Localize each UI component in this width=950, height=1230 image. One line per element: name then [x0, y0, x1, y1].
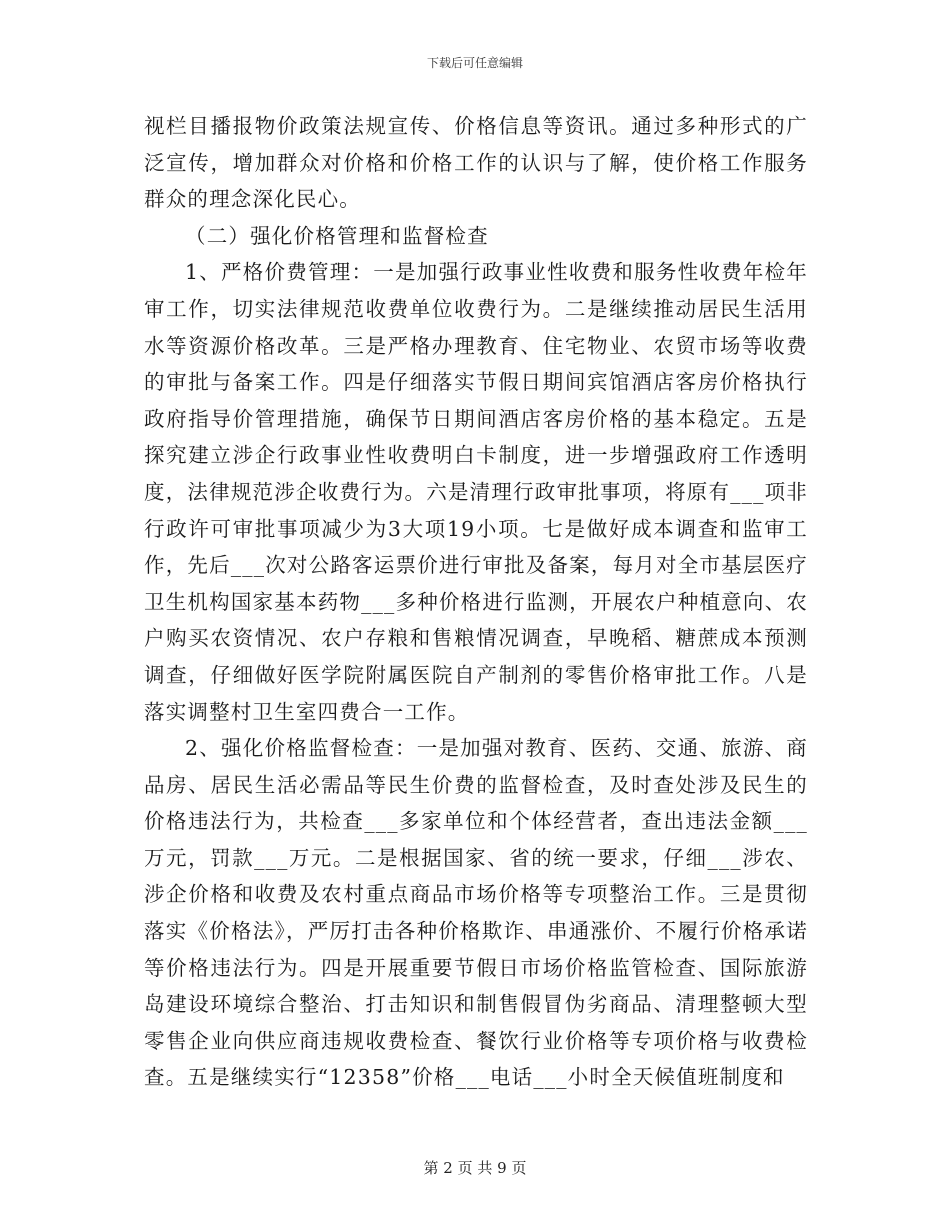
section-heading: （二）强化价格管理和监督检查 [185, 223, 489, 248]
document-body [144, 108, 808, 1096]
page-header-note: 下载后可任意编辑 [426, 56, 523, 70]
paragraph-price-supervision: 2、强化价格监督检查：一是加强对教育、医药、交通、旅游、商品房、居民生活必需品等民生价费的监督检查，及时查处涉及民生的价格违法行为，共检查___多家单位和个体经营者，查出违法金额___万元，罚款___万元。二是根据国家、省的统一要求，仔细___涉农、涉企价格和收费及农村重点商品市场价格等专项整治工作。三是贯彻落实《价格法》，严厉打击各种价格欺诈、串通涨价、不履行价格承诺等价格违法行为。四是开展重要节假日市场价格监管检查、国际旅游岛建设环境综合整治、打击知识和制售假冒伪劣商品、清理整顿大型零售企业向供应商违规收费检查、餐饮行业价格等专项价格与收费检查。五是继续实行“12358”价格___电话___小时全天候值班制度和 [144, 736, 808, 1090]
page-number-footer: 第 2 页 共 9 页 [423, 1159, 527, 1177]
paragraph-price-management: 1、严格价费管理：一是加强行政事业性收费和服务性收费年检年审工作，切实法律规范收费单位收费行为。二是继续推动居民生活用水等资源价格改革。三是严格办理教育、住宅物业、农贸市场等收费的审批与备案工作。四是仔细落实节假日期间宾馆酒店客房价格执行政府指导价管理措施，确保节日期间酒店客房价格的基本稳定。五是探究建立涉企行政事业性收费明白卡制度，进一步增强政府工作透明度，法律规范涉企收费行为。六是清理行政审批事项，将原有___项非行政许可审批事项减少为3大项19小项。七是做好成本调查和监审工作，先后___次对公路客运票价进行审批及备案，每月对全市基层医疗卫生机构国家基本药物___多种价格进行监测，开展农户种植意向、农户购买农资情况、农户存粮和售粮情况调查，早晚稻、糖蔗成本预测调查，仔细做好医学院附属医院自产制剂的零售价格审批工作。八是落实调整村卫生室四费合一工作。 [144, 260, 808, 724]
paragraph-continuation: 视栏目播报物价政策法规宣传、价格信息等资讯。通过多种形式的广泛宣传，增加群众对价格和价格工作的认识与了解，使价格工作服务群众的理念深化民心。 [144, 114, 808, 212]
